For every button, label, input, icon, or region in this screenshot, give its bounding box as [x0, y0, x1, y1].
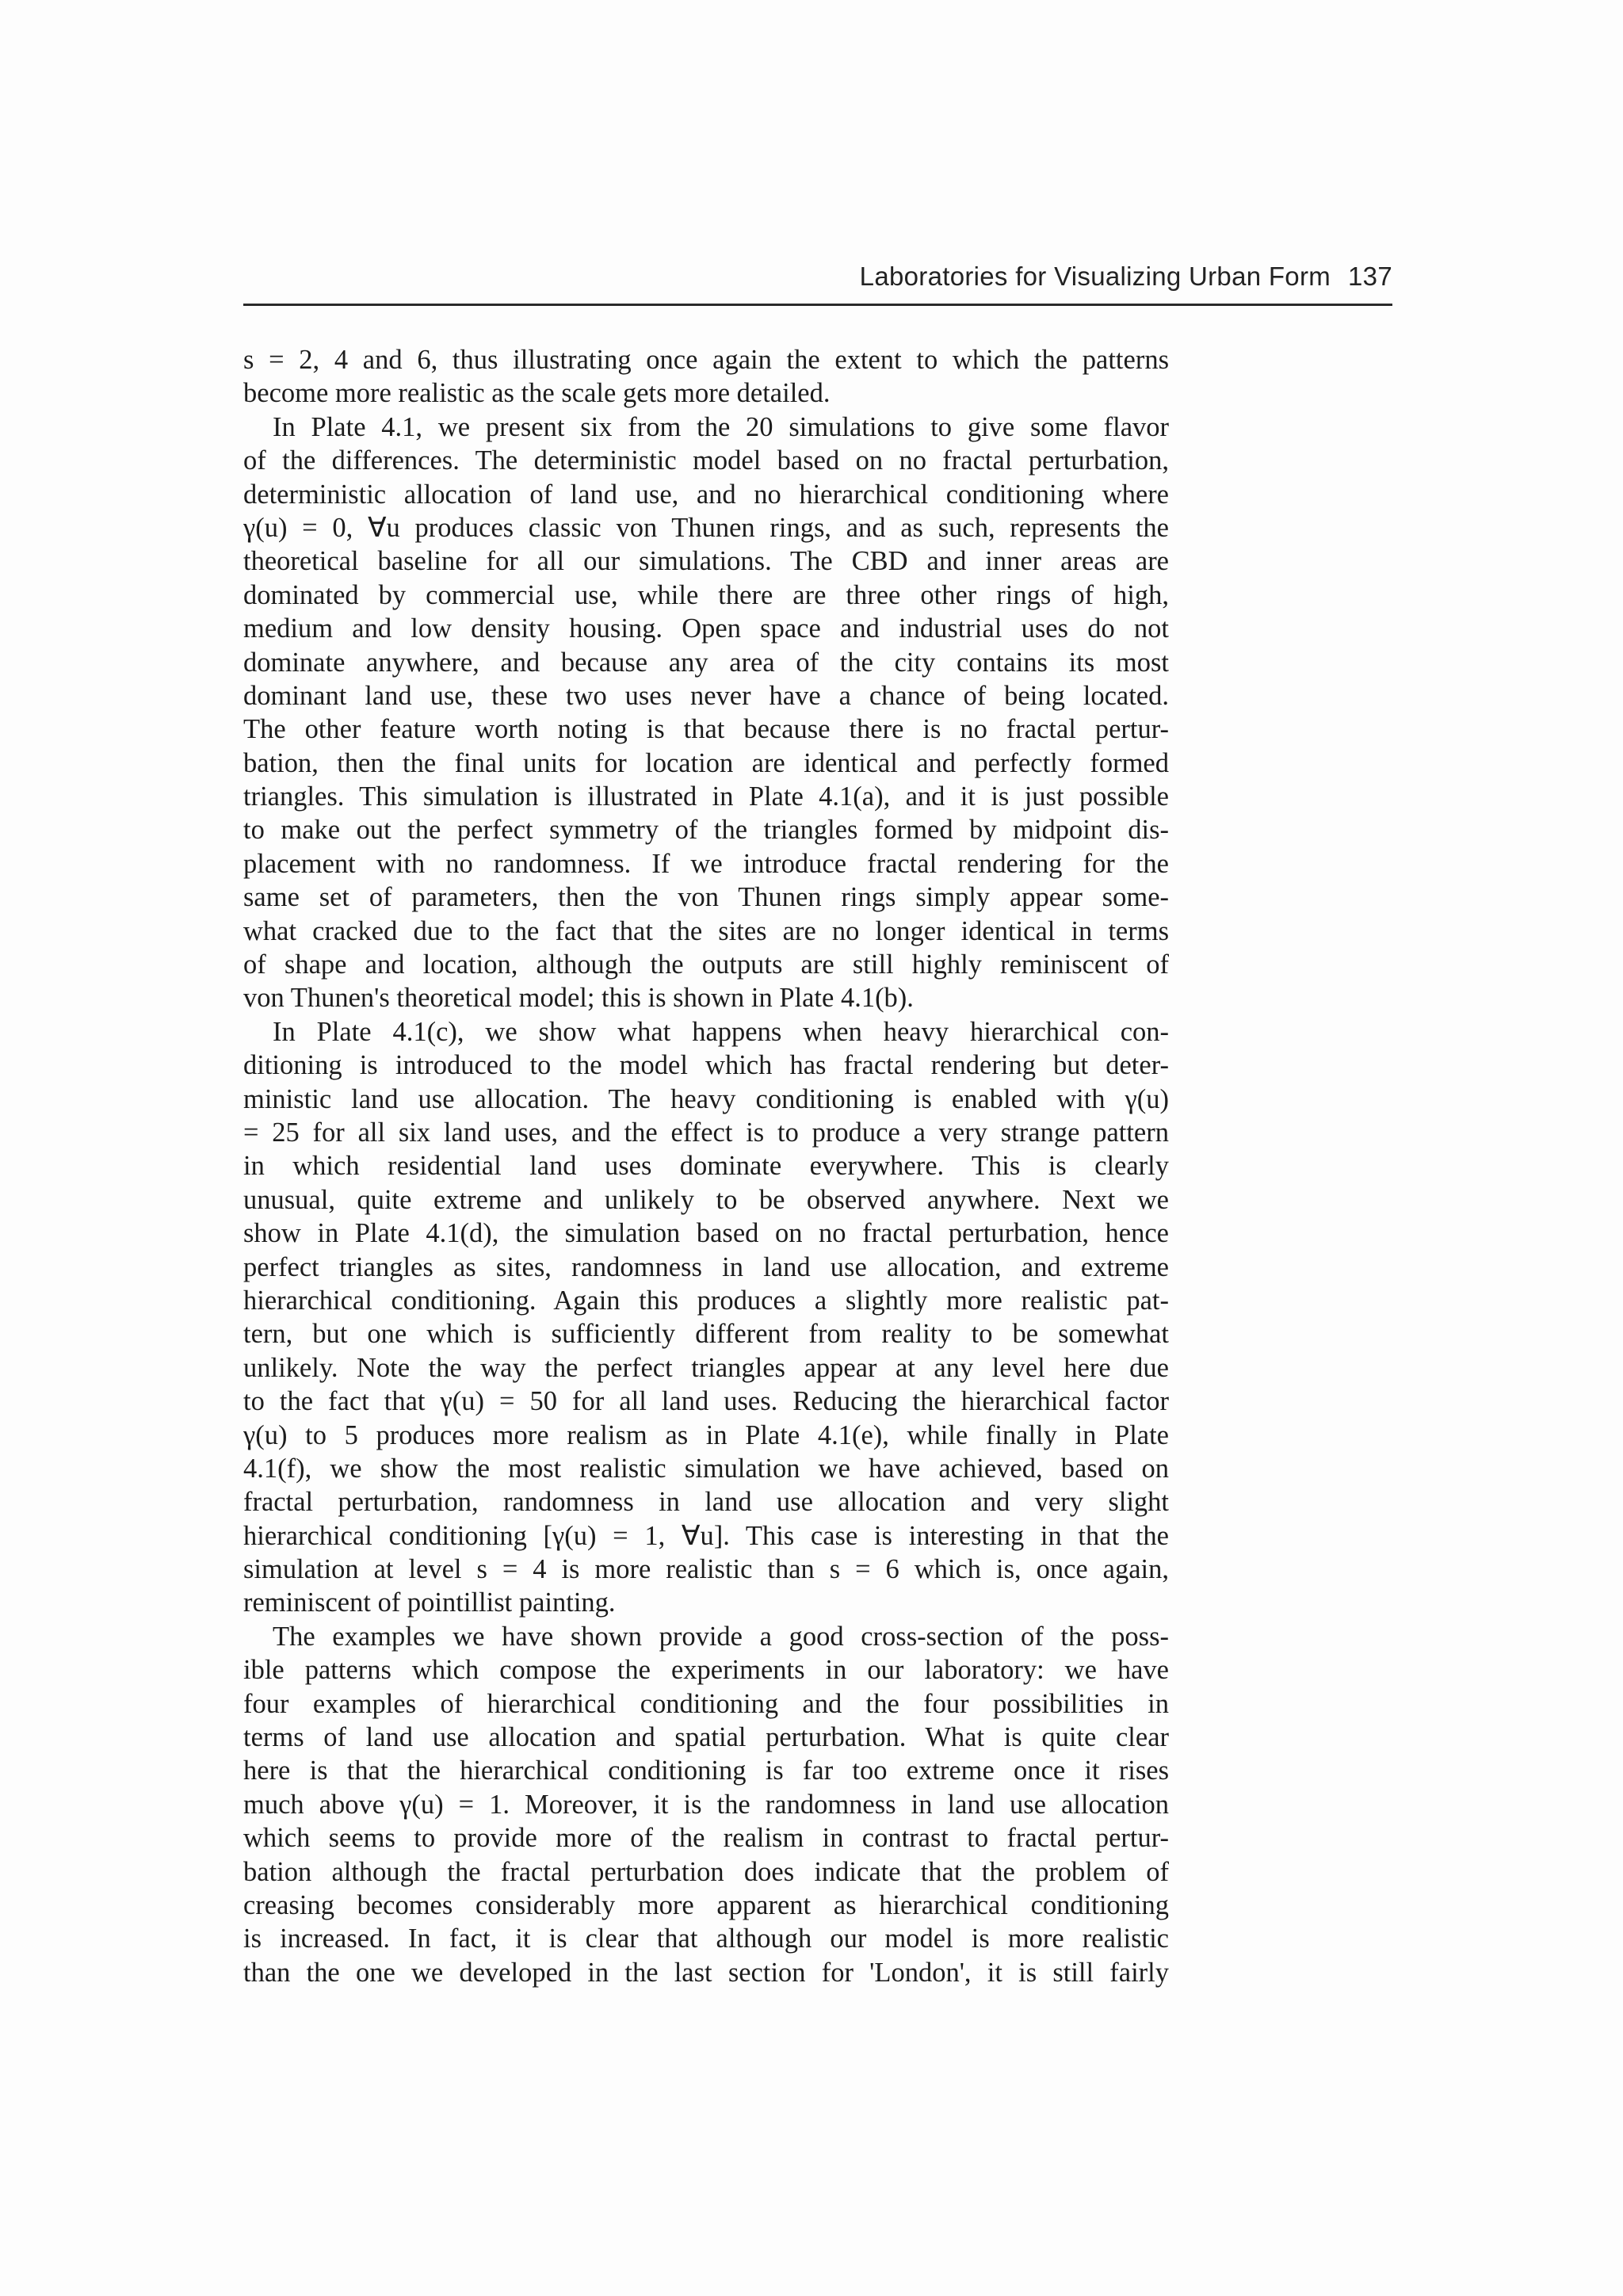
text-line: dominate anywhere, and because any area of the city contains its most — [243, 647, 1169, 678]
text-line: triangles. This simulation is illustrated in Plate 4.1(a), and it is just possible — [243, 781, 1169, 812]
text-line: perfect triangles as sites, randomness in land use allocation, and extreme — [243, 1251, 1169, 1282]
text-line: tern, but one which is sufficiently different from reality to be somewhat — [243, 1319, 1169, 1350]
text-line: placement with no randomness. If we introduce fractal rendering for the — [243, 848, 1169, 879]
body-text — [243, 343, 1169, 1989]
text-line: bation although the fractal perturbation does indicate that the problem of — [243, 1856, 1169, 1887]
text-line: terms of land use allocation and spatial perturbation. What is quite clear — [243, 1722, 1169, 1753]
text-line: become more realistic as the scale gets more detailed. — [243, 378, 831, 409]
text-line: ible patterns which compose the experiments in our laboratory: we have — [243, 1655, 1169, 1686]
text-line: of shape and location, although the outputs are still highly reminiscent of — [243, 949, 1169, 980]
text-line: von Thunen's theoretical model; this is shown in Plate 4.1(b). — [243, 983, 914, 1014]
text-line: dominant land use, these two uses never have a chance of being located. — [243, 680, 1169, 711]
text-line: dominated by commercial use, while there are three other rings of high, — [243, 579, 1169, 610]
text-line: ministic land use allocation. The heavy conditioning is enabled with γ(u) — [243, 1083, 1169, 1114]
text-line: in which residential land uses dominate everywhere. This is clearly — [243, 1151, 1169, 1182]
text-line: deterministic allocation of land use, and no hierarchical conditioning where — [243, 479, 1169, 510]
running-title: Laboratories for Visualizing Urban Form — [859, 262, 1331, 291]
text-line: simulation at level s = 4 is more realistic than s = 6 which is, once again, — [243, 1554, 1169, 1585]
text-line: than the one we developed in the last section for 'London', it is still fairly — [243, 1957, 1169, 1988]
text-line: to make out the perfect symmetry of the triangles formed by midpoint dis- — [243, 815, 1169, 846]
text-line: bation, then the final units for location are identical and perfectly formed — [243, 747, 1169, 778]
text-line: what cracked due to the fact that the sites are no longer identical in terms — [243, 915, 1169, 946]
text-line: γ(u) to 5 produces more realism as in Plate 4.1(e), while finally in Plate — [243, 1419, 1169, 1450]
running-header — [243, 262, 1392, 300]
text-line: is increased. In fact, it is clear that although our model is more realistic — [243, 1924, 1169, 1954]
header-rule — [243, 304, 1392, 306]
text-line: In Plate 4.1(c), we show what happens when heavy hierarchical con- — [273, 1016, 1169, 1047]
text-line: show in Plate 4.1(d), the simulation based on no fractal perturbation, hence — [243, 1218, 1169, 1249]
text-line: reminiscent of pointillist painting. — [243, 1587, 616, 1618]
text-line: unusual, quite extreme and unlikely to be observed anywhere. Next we — [243, 1184, 1169, 1215]
text-line: which seems to provide more of the realism in contrast to fractal pertur- — [243, 1823, 1169, 1854]
text-line: γ(u) = 0, ∀u produces classic von Thunen rings, and as such, represents the — [243, 512, 1169, 543]
text-line: fractal perturbation, randomness in land use allocation and very slight — [243, 1487, 1169, 1518]
text-line: In Plate 4.1, we present six from the 20 simulations to give some flavor — [273, 411, 1169, 442]
text-line: 4.1(f), we show the most realistic simulation we have achieved, based on — [243, 1453, 1169, 1484]
text-line: s = 2, 4 and 6, thus illustrating once again the extent to which the patterns — [243, 345, 1169, 375]
page-number: 137 — [1348, 262, 1392, 291]
running-head — [860, 262, 1392, 292]
text-line: unlikely. Note the way the perfect triangles appear at any level here due — [243, 1352, 1169, 1383]
text-line: here is that the hierarchical conditioning is far too extreme once it rises — [243, 1755, 1169, 1786]
text-line: hierarchical conditioning [γ(u) = 1, ∀u]. This case is interesting in that the — [243, 1520, 1169, 1551]
text-line: of the differences. The deterministic model based on no fractal perturbation, — [243, 445, 1169, 476]
text-line: same set of parameters, then the von Thunen rings simply appear some- — [243, 882, 1169, 913]
text-line: much above γ(u) = 1. Moreover, it is the randomness in land use allocation — [243, 1789, 1169, 1820]
text-line: theoretical baseline for all our simulations. The CBD and inner areas are — [243, 546, 1169, 577]
text-line: to the fact that γ(u) = 50 for all land uses. Reducing the hierarchical factor — [243, 1386, 1169, 1417]
text-line: = 25 for all six land uses, and the effect is to produce a very strange pattern — [243, 1117, 1169, 1148]
text-line: The other feature worth noting is that because there is no fractal pertur- — [243, 714, 1169, 745]
text-line: medium and low density housing. Open space and industrial uses do not — [243, 613, 1169, 644]
text-line: four examples of hierarchical conditioning and the four possibilities in — [243, 1688, 1169, 1719]
text-line: creasing becomes considerably more apparent as hierarchical conditioning — [243, 1889, 1169, 1920]
text-line: ditioning is introduced to the model which has fractal rendering but deter- — [243, 1050, 1169, 1081]
text-line: The examples we have shown provide a good cross-section of the poss- — [273, 1621, 1169, 1652]
text-line: hierarchical conditioning. Again this produces a slightly more realistic pat- — [243, 1285, 1169, 1316]
